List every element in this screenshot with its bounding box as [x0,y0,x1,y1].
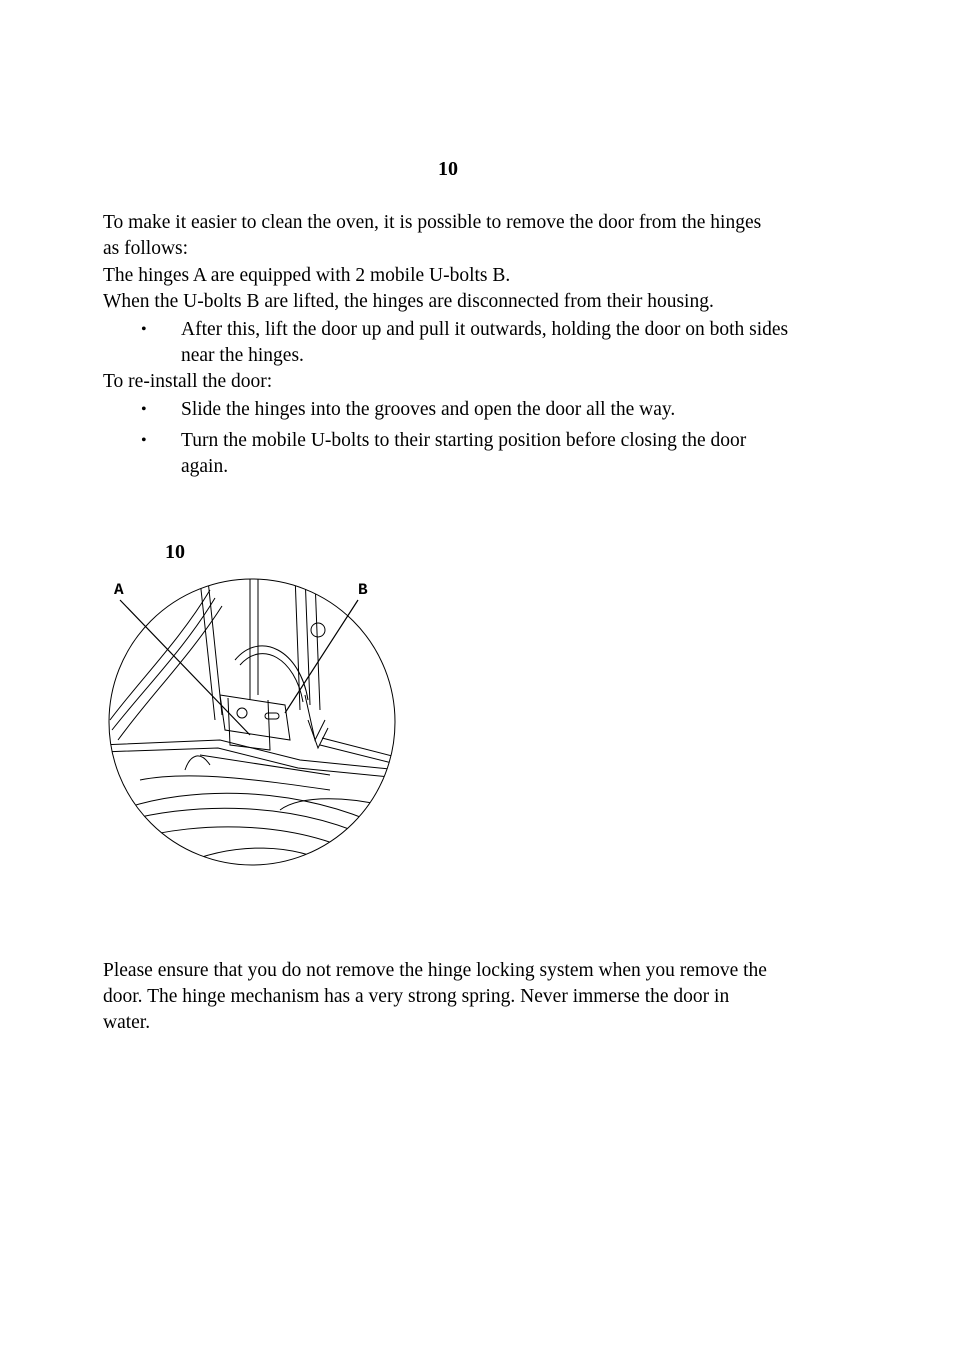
label-b: B [358,581,368,599]
intro-line-2: as follows: [103,238,189,259]
removal-step-line-1: After this, lift the door up and pull it outwards, holding the door on both sides [181,319,789,340]
page-number: 10 [438,158,458,180]
intro-line-3: The hinges A are equipped with 2 mobile U-bolts B. [103,265,511,286]
intro-line-1: To make it easier to clean the oven, it is possible to remove the door from the hinges [103,212,762,233]
reinstall-step [141,428,901,480]
bullet-icon: • [141,432,147,449]
figure-number: 10 [165,541,185,563]
reinstall-step [141,397,901,423]
warning-line-1: Please ensure that you do not remove the hinge locking system when you remove the [103,960,767,981]
removal-step [141,317,901,369]
bullet-icon: • [141,401,147,418]
warning-line-3: water. [103,1012,151,1033]
reinstall-heading: To re-install the door: [103,371,273,392]
warning-line-2: door. The hinge mechanism has a very strong spring. Never immerse the door in [103,986,730,1007]
reinstall-step-line-1: Turn the mobile U-bolts to their starting position before closing the door [181,430,747,451]
removal-step-line-2: near the hinges. [181,345,304,366]
hinge-drawing [100,570,410,880]
reinstall-step-line-1: Slide the hinges into the grooves and open the door all the way. [181,399,676,420]
reinstall-step-line-2: again. [181,456,229,477]
label-a: A [114,581,124,599]
bullet-icon: • [141,321,147,338]
intro-line-4: When the U-bolts B are lifted, the hinges are disconnected from their housing. [103,291,714,312]
hinge-illustration [100,570,410,880]
